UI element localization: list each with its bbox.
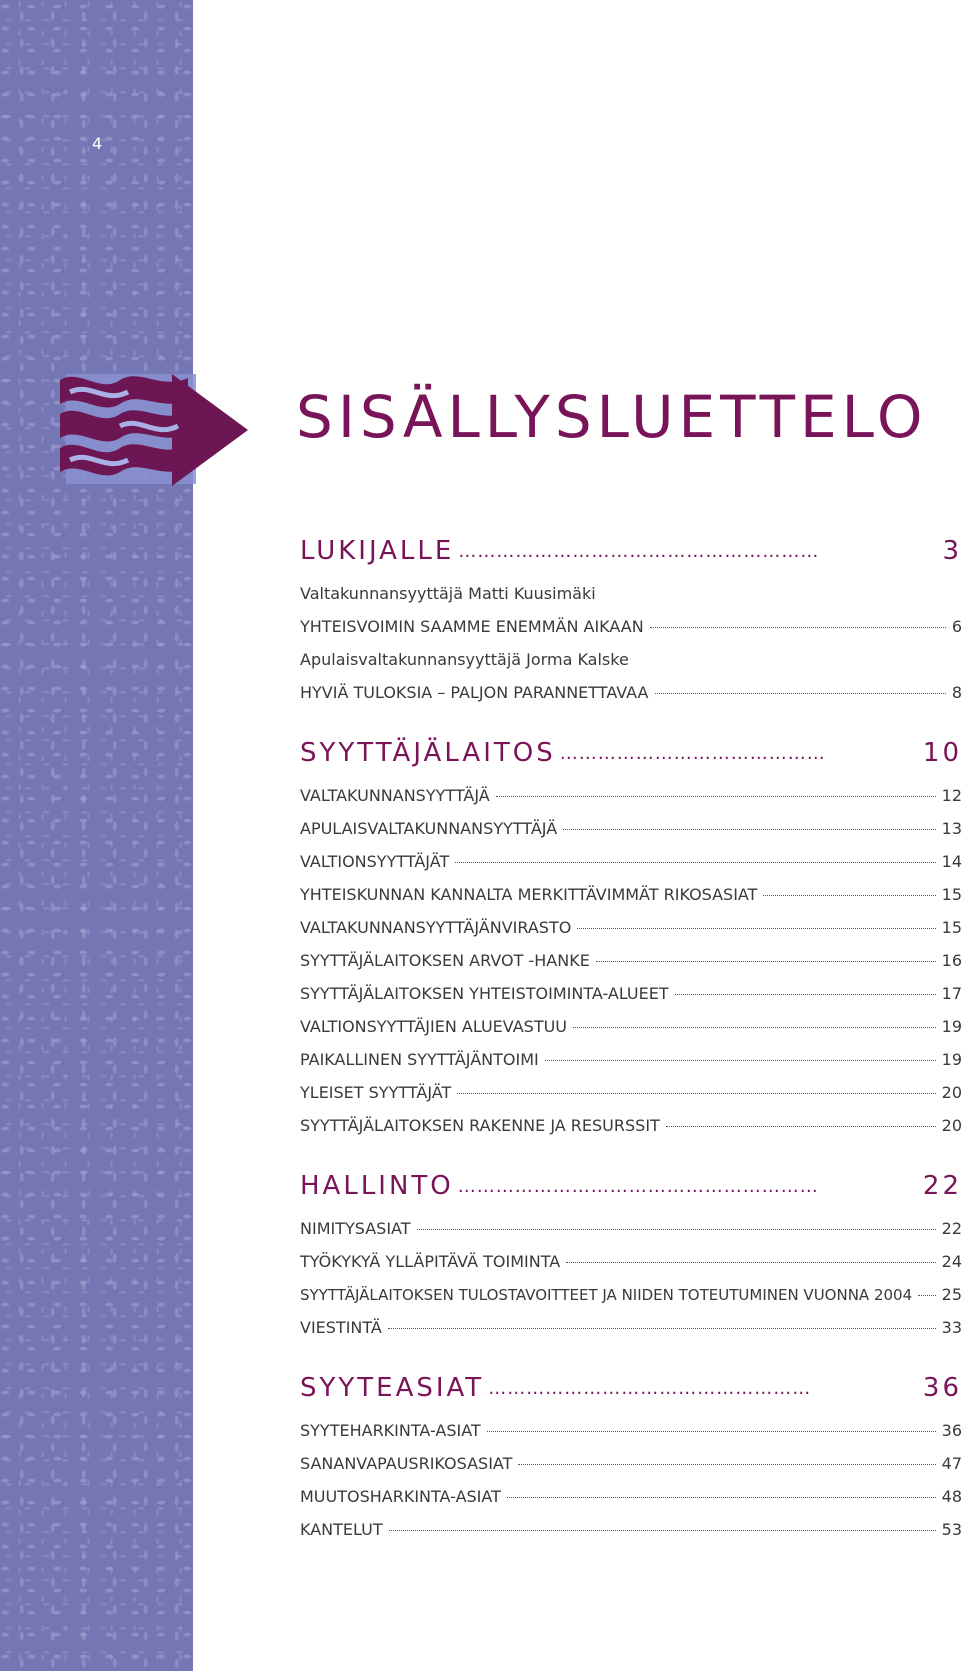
toc-entry-label: PAIKALLINEN SYYTTÄJÄNTOIMI	[300, 1050, 539, 1069]
toc-entry[interactable]	[300, 617, 962, 650]
toc-entry-label: NIMITYSASIAT	[300, 1219, 411, 1238]
toc-entry-page: 14	[941, 852, 962, 871]
dotted-leader	[496, 796, 936, 797]
toc-entry-page: 13	[941, 819, 962, 838]
toc-entry-page: 25	[941, 1285, 962, 1304]
toc-entry-page: 36	[941, 1421, 962, 1440]
toc-entry[interactable]	[300, 1083, 962, 1116]
toc-entry-label: KANTELUT	[300, 1520, 383, 1539]
toc-entry-page: 20	[941, 1083, 962, 1102]
toc-entry-label: TYÖKYKYÄ YLLÄPITÄVÄ TOIMINTA	[300, 1252, 561, 1271]
toc-entry	[300, 584, 962, 617]
toc-entry-label: YHTEISKUNNAN KANNALTA MERKITTÄVIMMÄT RIKOSASIAT	[300, 885, 758, 904]
dotted-leader	[577, 928, 935, 929]
toc-entry[interactable]	[300, 951, 962, 984]
toc-entry[interactable]	[300, 1017, 962, 1050]
dotted-leader	[487, 1431, 936, 1432]
toc-entry	[300, 650, 962, 683]
toc-entry[interactable]	[300, 885, 962, 918]
dotted-leader	[457, 1093, 935, 1094]
section-heading-leader: ……………………………………	[559, 743, 826, 764]
toc-entry-label: APULAISVALTAKUNNANSYYTTÄJÄ	[300, 819, 558, 838]
toc-entry-page: 15	[941, 918, 962, 937]
dotted-leader	[596, 961, 936, 962]
page-title: SISÄLLYSLUETTELO	[296, 383, 928, 451]
toc-entry-page: 8	[951, 683, 962, 702]
toc-entry[interactable]	[300, 918, 962, 951]
toc-entry[interactable]	[300, 1285, 962, 1318]
toc-entry-page: 24	[941, 1252, 962, 1271]
toc-entry[interactable]	[300, 819, 962, 852]
toc-entry-label: SYYTTÄJÄLAITOKSEN ARVOT -HANKE	[300, 951, 590, 970]
dotted-leader	[566, 1262, 935, 1263]
toc-entry[interactable]	[300, 683, 962, 716]
toc-entry-page: 17	[941, 984, 962, 1003]
toc-entry[interactable]	[300, 1116, 962, 1149]
toc-entry[interactable]	[300, 1252, 962, 1285]
toc-entry-label: VIESTINTÄ	[300, 1318, 382, 1337]
toc-entry-label: VALTIONSYYTTÄJIEN ALUEVASTUU	[300, 1017, 568, 1036]
toc-entry-label: SYYTTÄJÄLAITOKSEN YHTEISTOIMINTA-ALUEET	[300, 984, 669, 1003]
toc-entry-page: 19	[941, 1050, 962, 1069]
toc-entry-label: SYYTTÄJÄLAITOKSEN TULOSTAVOITTEET JA NIIDEN TOTEUTUMINEN VUONNA 2004	[300, 1286, 913, 1304]
toc-entry-page: 33	[941, 1318, 962, 1337]
section-heading[interactable]	[300, 536, 962, 584]
dotted-leader	[675, 994, 936, 995]
dotted-leader	[763, 895, 935, 896]
dotted-leader	[666, 1126, 936, 1127]
dotted-leader	[545, 1060, 936, 1061]
toc-entry-page: 15	[941, 885, 962, 904]
section-heading-page: 22	[922, 1171, 962, 1201]
decorative-sidebar	[0, 0, 193, 1671]
table-of-contents	[300, 536, 962, 1575]
toc-entry-label: YLEISET SYYTTÄJÄT	[300, 1083, 452, 1102]
page-number: 4	[92, 134, 103, 153]
toc-section-hallinto	[300, 1171, 962, 1351]
toc-entry[interactable]	[300, 984, 962, 1017]
section-heading[interactable]	[300, 738, 962, 786]
toc-entry-label: VALTIONSYYTTÄJÄT	[300, 852, 450, 871]
toc-entry[interactable]	[300, 786, 962, 819]
toc-entry-label: YHTEISVOIMIN SAAMME ENEMMÄN AIKAAN	[300, 617, 644, 636]
toc-entry-page: 12	[941, 786, 962, 805]
dotted-leader	[918, 1295, 936, 1296]
section-heading[interactable]	[300, 1171, 962, 1219]
dotted-leader	[417, 1229, 936, 1230]
toc-entry-label: SYYTTÄJÄLAITOKSEN RAKENNE JA RESURSSIT	[300, 1116, 660, 1135]
toc-entry[interactable]	[300, 1520, 962, 1553]
section-heading-label: SYYTTÄJÄLAITOS	[300, 738, 556, 768]
toc-entry[interactable]	[300, 1421, 962, 1454]
dotted-leader	[650, 627, 946, 628]
dotted-leader	[573, 1027, 936, 1028]
toc-entry-label: Valtakunnansyyttäjä Matti Kuusimäki	[300, 584, 596, 603]
section-heading-leader: ……………………………………………	[488, 1378, 812, 1399]
toc-entry[interactable]	[300, 1050, 962, 1083]
dotted-leader	[389, 1530, 936, 1531]
section-heading-leader: …………………………………………………	[457, 1176, 819, 1197]
dotted-leader	[655, 693, 946, 694]
toc-entry-page: 16	[941, 951, 962, 970]
toc-entry-label: VALTAKUNNANSYYTTÄJÄ	[300, 786, 490, 805]
toc-entry[interactable]	[300, 852, 962, 885]
toc-entry[interactable]	[300, 1454, 962, 1487]
toc-entry-page: 6	[951, 617, 962, 636]
dotted-leader	[518, 1464, 935, 1465]
toc-entry-label: MUUTOSHARKINTA-ASIAT	[300, 1487, 501, 1506]
section-heading-leader: …………………………………………………	[458, 541, 820, 562]
section-heading-page: 3	[942, 536, 962, 566]
toc-section-lukijalle	[300, 536, 962, 716]
section-heading-page: 36	[922, 1373, 962, 1403]
section-heading-label: SYYTEASIAT	[300, 1373, 485, 1403]
toc-section-syyttajalaitos	[300, 738, 962, 1149]
section-heading-label: LUKIJALLE	[300, 536, 455, 566]
toc-entry-page: 53	[941, 1520, 962, 1539]
toc-entry-label: SYYTEHARKINTA-ASIAT	[300, 1421, 481, 1440]
toc-entry-label: HYVIÄ TULOKSIA – PALJON PARANNETTAVAA	[300, 683, 649, 702]
toc-entry[interactable]	[300, 1318, 962, 1351]
toc-entry-page: 22	[941, 1219, 962, 1238]
toc-entry-label: Apulaisvaltakunnansyyttäjä Jorma Kalske	[300, 650, 629, 669]
toc-entry-label: VALTAKUNNANSYYTTÄJÄNVIRASTO	[300, 918, 572, 937]
toc-section-syyteasiat	[300, 1373, 962, 1553]
toc-entry[interactable]	[300, 1487, 962, 1520]
dotted-leader	[455, 862, 935, 863]
toc-entry-label: SANANVAPAUSRIKOSASIAT	[300, 1454, 513, 1473]
s-emblem-logo-icon	[60, 370, 250, 490]
dotted-leader	[563, 829, 936, 830]
dotted-leader	[507, 1497, 936, 1498]
toc-entry[interactable]	[300, 1219, 962, 1252]
toc-entry-page: 47	[941, 1454, 962, 1473]
toc-entry-page: 20	[941, 1116, 962, 1135]
section-heading-label: HALLINTO	[300, 1171, 454, 1201]
toc-entry-page: 48	[941, 1487, 962, 1506]
section-heading[interactable]	[300, 1373, 962, 1421]
toc-entry-page: 19	[941, 1017, 962, 1036]
section-heading-page: 10	[922, 738, 962, 768]
dotted-leader	[388, 1328, 936, 1329]
